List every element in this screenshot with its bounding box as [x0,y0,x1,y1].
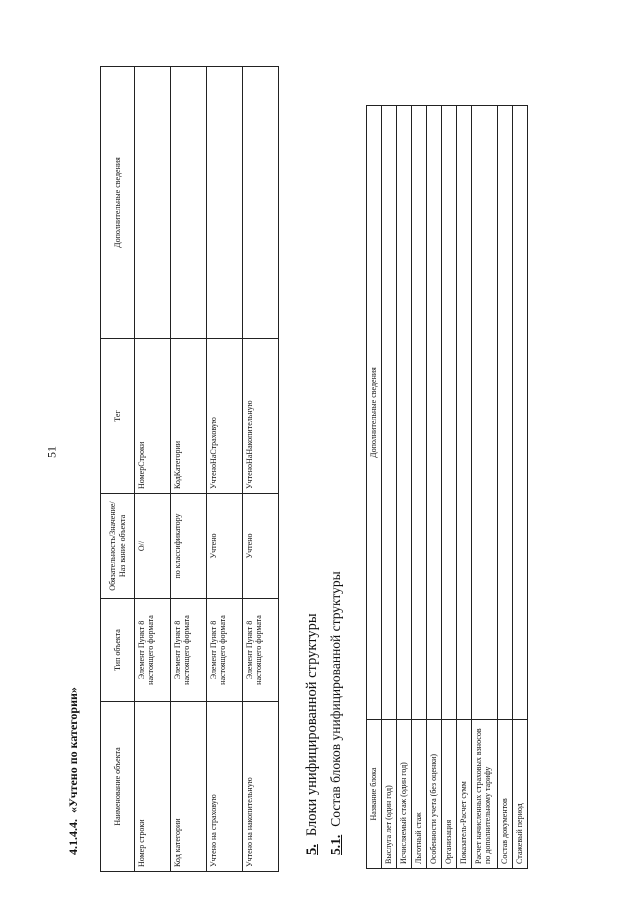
table-row [442,106,457,869]
section-number: 5. [304,844,320,855]
cell-additional-info [243,67,279,339]
cell-block-name: Организация [442,720,457,869]
cell-additional-info [412,106,427,720]
cell-object-name: Номер строки [135,702,171,872]
table-row [412,106,427,869]
section-number: 4.1.4.4. [66,819,80,855]
cell-required-value: Учтено [207,494,243,599]
cell-tag: КодКатегории [171,339,207,494]
header-object-name: Наименование объекта [101,702,135,872]
section-title: Блоки унифицированной структуры [304,613,320,837]
section-heading-4-1-4-4 [66,687,81,855]
cell-additional-info [513,106,528,720]
header-required-value: Обязательность/Значение/Наз вание объекта [101,494,135,599]
block-table-header [367,106,382,869]
cell-block-name: Состав документов [498,720,513,869]
table-row [472,106,498,869]
section-heading-5 [304,613,321,855]
header-additional-info: Дополнительные сведения [101,67,135,339]
header-block-name: Название блока [367,720,382,869]
block-table [366,105,528,869]
cell-object-name: Учтено на страховую [207,702,243,872]
cell-tag: УчтеноНаНакопительную [243,339,279,494]
object-table [100,66,279,872]
cell-tag: УчтеноНаСтраховую [207,339,243,494]
table-row [427,106,442,869]
header-tag: Тег [101,339,135,494]
cell-additional-info [171,67,207,339]
cell-object-name: Учтено на накопительную [243,702,279,872]
cell-object-name: Код категории [171,702,207,872]
cell-block-name: Показатель-Расчет сумм [457,720,472,869]
header-additional-info: Дополнительные сведения [367,106,382,720]
cell-additional-info [498,106,513,720]
cell-object-type: Элемент Пункт 8 настоящего формата [243,599,279,702]
cell-additional-info [382,106,397,720]
section-title: «Учтено по категории» [66,687,80,813]
cell-additional-info [457,106,472,720]
cell-additional-info [135,67,171,339]
cell-required-value: Учтено [243,494,279,599]
cell-additional-info [207,67,243,339]
cell-block-name: Исчисляемый стаж (один год) [397,720,412,869]
table-row [243,67,279,872]
cell-required-value: по классификатору [171,494,207,599]
page-number: 51 [44,446,59,458]
cell-additional-info [472,106,498,720]
section-title: Состав блоков унифицированной структуры [328,571,343,827]
cell-object-type: Элемент Пункт 8 настоящего формата [207,599,243,702]
object-table-header [101,67,135,872]
table-row [135,67,171,872]
table-row [498,106,513,869]
cell-additional-info [427,106,442,720]
cell-block-name: Особенности учета (без оценки) [427,720,442,869]
cell-object-type: Элемент Пункт 8 настоящего формата [135,599,171,702]
cell-required-value: О// [135,494,171,599]
table-row [513,106,528,869]
cell-additional-info [397,106,412,720]
cell-block-name: Льготный стаж [412,720,427,869]
table-row [457,106,472,869]
section-number: 5.1. [328,834,343,855]
cell-object-type: Элемент Пункт 8 настоящего формата [171,599,207,702]
table-row [382,106,397,869]
cell-block-name: Расчет начисленных страховых взносов по дополнительному тарифу [472,720,498,869]
table-row [397,106,412,869]
table-row [207,67,243,872]
cell-block-name: Выслуга лет (один год) [382,720,397,869]
section-heading-5-1 [328,571,344,855]
cell-block-name: Стажевый период [513,720,528,869]
header-object-type: Тип объекта [101,599,135,702]
cell-additional-info [442,106,457,720]
table-row [171,67,207,872]
cell-tag: НомерСтроки [135,339,171,494]
